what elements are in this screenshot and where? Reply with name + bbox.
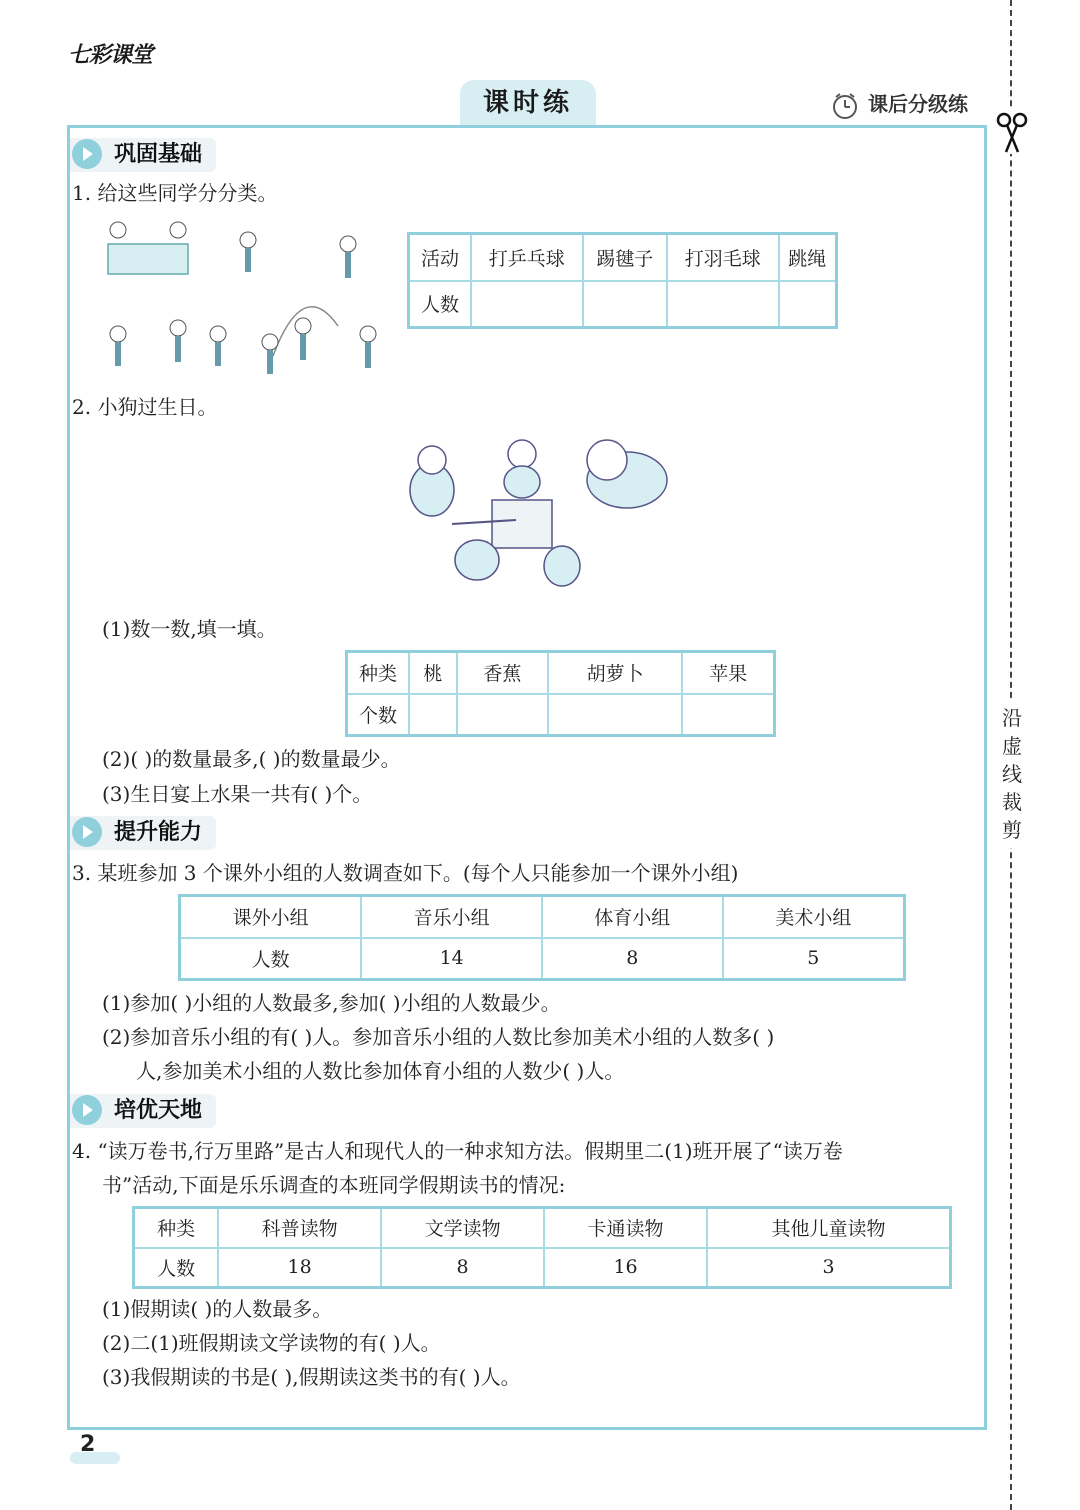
clock-icon [830,91,860,121]
table-cell: 个数 [347,694,410,736]
q2-part3: (3)生日宴上水果一共有( )个。 [102,782,373,806]
table-cell: 人数 [180,938,362,980]
section-improve: 提升能力 [70,816,216,850]
q3-part1: (1)参加( )小组的人数最多,参加( )小组的人数最少。 [102,991,561,1015]
cut-instruction: 沿虚线裁剪 [1000,700,1024,848]
question-2: 2. 小狗过生日。 [72,395,218,419]
table-cell: 踢毽子 [583,234,667,281]
table-cell: 活动 [409,234,472,281]
play-icon [72,1095,102,1125]
table-cell: 打乒乓球 [471,234,583,281]
q4-part2: (2)二(1)班假期读文学读物的有( )人。 [102,1331,441,1355]
table-cell: 种类 [134,1208,219,1248]
table-cell: 课外小组 [180,896,362,938]
table-cell: 卡通读物 [544,1208,707,1248]
q4-part1: (1)假期读( )的人数最多。 [102,1297,333,1321]
table-cell: 音乐小组 [361,896,542,938]
q4-part3: (3)我假期读的书是( ),假期读这类书的有( )人。 [102,1365,521,1389]
page-number: 2 [80,1432,96,1457]
sports-illustration [98,216,388,382]
q4-table [132,1206,952,1289]
table-cell: 人数 [134,1248,219,1288]
table-cell: 16 [544,1248,707,1288]
table-cell: 8 [542,938,723,980]
table-cell: 香蕉 [457,652,548,694]
table-cell: 科普读物 [218,1208,381,1248]
table-cell: 14 [361,938,542,980]
question-4b: 书”活动,下面是乐乐调查的本班同学假期读书的情况: [102,1173,566,1197]
table-cell: 桃 [409,652,457,694]
question-4a: 4. “读万卷书,行万里路”是古人和现代人的一种求知方法。假期里二(1)班开展了“读万卷 [72,1139,843,1163]
answer-cell[interactable] [779,281,837,328]
play-icon [72,139,102,169]
table-cell: 美术小组 [723,896,905,938]
q3-table [178,894,906,981]
answer-cell[interactable] [583,281,667,328]
answer-cell[interactable] [471,281,583,328]
play-icon [72,817,102,847]
brand-logo: 七彩课堂 [68,43,153,68]
table-cell: 打羽毛球 [667,234,779,281]
section-basic: 巩固基础 [70,138,216,172]
grade-label: 课后分级练 [830,88,968,121]
answer-cell[interactable] [409,694,457,736]
q2-table [345,650,776,737]
q2-part2: (2)( )的数量最多,( )的数量最少。 [102,747,401,771]
answer-cell[interactable] [682,694,774,736]
question-3: 3. 某班参加 3 个课外小组的人数调查如下。(每个人只能参加一个课外小组) [72,861,739,885]
table-cell: 胡萝卜 [548,652,682,694]
table-cell: 其他儿童读物 [707,1208,950,1248]
table-cell: 种类 [347,652,410,694]
table-cell: 文学读物 [381,1208,544,1248]
q1-table [407,232,838,329]
q3-part2b: 人,参加美术小组的人数比参加体育小组的人数少( )人。 [136,1059,625,1083]
q2-part1: (1)数一数,填一填。 [102,617,277,641]
table-cell: 苹果 [682,652,774,694]
answer-cell[interactable] [457,694,548,736]
table-cell: 3 [707,1248,950,1288]
table-cell: 人数 [409,281,472,328]
table-cell: 18 [218,1248,381,1288]
birthday-illustration [392,430,692,602]
answer-cell[interactable] [548,694,682,736]
scissors-icon [994,110,1030,154]
section-advanced: 培优天地 [70,1094,216,1128]
table-cell: 8 [381,1248,544,1288]
question-1: 1. 给这些同学分分类。 [72,181,278,205]
table-cell: 5 [723,938,905,980]
table-cell: 体育小组 [542,896,723,938]
page-title: 课时练 [460,80,596,126]
answer-cell[interactable] [667,281,779,328]
q3-part2a: (2)参加音乐小组的有( )人。参加音乐小组的人数比参加美术小组的人数多( ) [102,1025,775,1049]
table-cell: 跳绳 [779,234,837,281]
